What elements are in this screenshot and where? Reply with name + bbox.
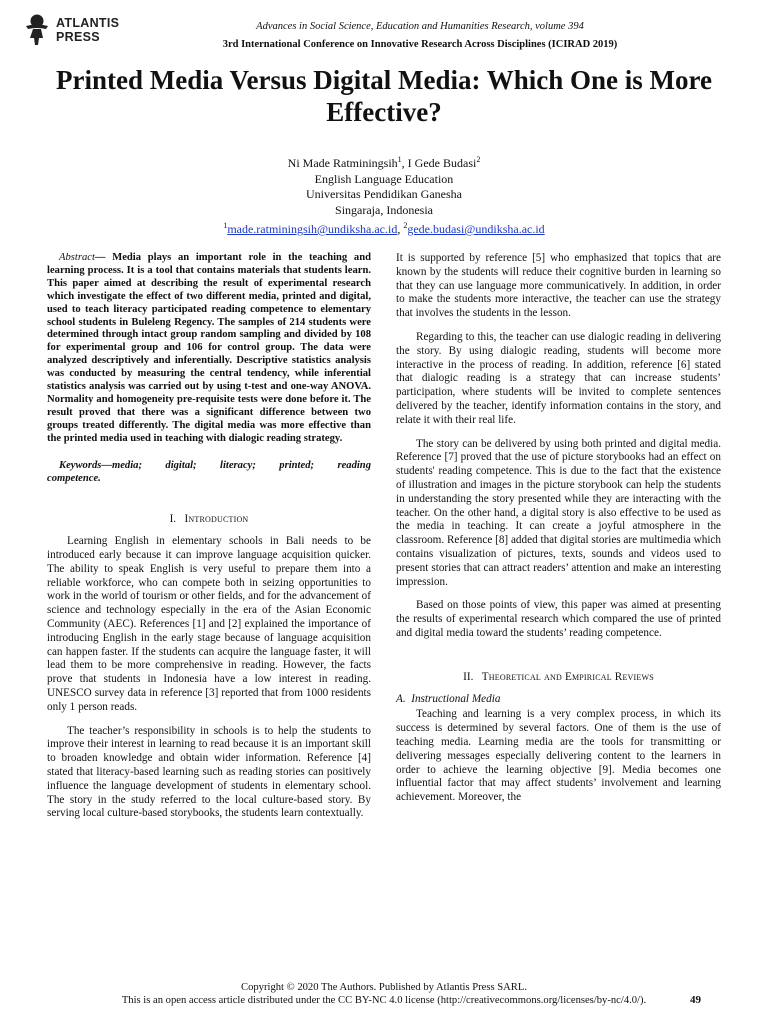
page-footer xyxy=(60,981,708,1007)
left-column xyxy=(47,252,371,831)
author-separator: , xyxy=(401,156,408,170)
abstract-text: Media plays an important role in the teaching and learning process. It is a tool that contains materials that students learn. This paper aimed at describing the result of experimental research which investigate the effect of two different media, printed and digital, used to teach literacy participated reading competence to elementary school students in Buleleng Regency. The samples of 214 students were determined through intact group random sampling and divided by 108 for experimental group and 106 for control group. The data were analyzed descriptively and inferentially. Descriptive statistics analysis was conducted by measuring the central tendency, while inferential statistics analysis was carried out by using t-test and one-way ANOVA. Normality and homogeneity pre-requisite tests were done before it. The result proved that there was a significant difference between two groups treated differently. The digital media was more effective than the printed media used in teaching with dialogic reading strategy. xyxy=(47,252,371,444)
publisher-logo xyxy=(22,14,132,48)
page-number: 49 xyxy=(690,994,701,1006)
section-2-numeral: II. xyxy=(463,670,474,683)
right-paragraph-1: It is supported by reference [5] who emphasized that topics that are known by the students will reduce their cognitive burden in learning so that they can use language more communicatively. In addition, in order to make the students more interactive, the teacher can use the strategy that involves the students in the lesson. xyxy=(396,252,721,320)
intro-paragraph-2: The teacher’s responsibility in schools is to help the students to improve their interest in learning to read because it is an important skill to broaden knowledge and obtain wider information. Reference [4] stated that literacy-based learning such as reading stories can positively influence the language development of students in elementary school. The story in the study referred to the local culture-based story. By serving local culture-based storybooks, the students learn contextually. xyxy=(47,724,371,820)
publisher-name-line2: PRESS xyxy=(56,30,100,44)
abstract xyxy=(47,252,371,446)
abstract-label: Abstract xyxy=(59,252,95,263)
section-heading-introduction xyxy=(47,513,371,527)
keywords-text: media; digital; literacy; printed; reading competence. xyxy=(47,459,371,484)
author-1: Ni Made Ratminingsih xyxy=(287,156,398,170)
journal-header: Advances in Social Science, Education and Humanities Research, volume 394 xyxy=(256,21,584,32)
affiliation-university: Universitas Pendidikan Ganesha xyxy=(306,187,462,201)
subsection-heading xyxy=(396,693,721,707)
affiliation-department: English Language Education xyxy=(314,171,454,186)
footer-license: This is an open access article distributed under the CC BY-NC 4.0 license (http://creativecommons.org/licenses/by-nc/4.0/). xyxy=(121,995,647,1006)
section-heading-reviews xyxy=(396,671,721,685)
section-1-numeral: I. xyxy=(169,513,177,526)
email-separator: , xyxy=(397,222,404,236)
right-column xyxy=(396,252,721,815)
right-paragraph-3: The story can be delivered by using both printed and digital media. Reference [7] proved that the use of picture storybooks had an effect on students' reading competence. This is due to the fact that the existence of illustration and images in the picture storybook can help the students in understanding the story presented while they are interacting with the teacher. On the other hand, a digital story is also effective to be used as the media in teaching. It can create a joyful atmosphere in the classroom. Reference [8] added that digital stories are multimedia which contains visualization of pictures, texts, sounds and videos used to present stories that can attract readers’ attention and make an interesting impression. xyxy=(396,437,721,588)
paper-title: Printed Media Versus Digital Media: Which One is More Effective? xyxy=(56,65,712,127)
author-emails xyxy=(150,218,618,238)
keywords-label: Keywords xyxy=(59,459,102,471)
email-1-sup: 1 xyxy=(223,221,228,230)
email-2-sup: 2 xyxy=(403,221,408,230)
reviews-paragraph-1: Teaching and learning is a very complex process, in which its success is determined by several factors. One of them is the use of teaching media. Learning media are the tools for transmitting or delivering messages especially delivering content to the learners in order to achieve the learning objective [9]. Media becomes one influential factor that may affect students’ involvement and learning achievement. Moreover, the xyxy=(396,708,721,804)
atlas-figure-icon xyxy=(22,14,52,46)
email-link-2[interactable]: gede.budasi@undiksha.ac.id xyxy=(407,222,545,236)
right-paragraph-2: Regarding to this, the teacher can use dialogic reading in delivering the story. By using dialogic reading, students will become more interactive in the process of reading. In addition, reference [6] stated that dialogic reading is a strategy that can increase students’ participation, where students will be invited to complete sentences delivered by the teacher, identify information contains in the story, and relate it with their real life. xyxy=(396,330,721,426)
subsection-label: A. xyxy=(396,692,406,705)
keywords-dash: — xyxy=(101,459,112,471)
author-names xyxy=(150,152,618,172)
author-2: I Gede Budasi xyxy=(407,156,477,170)
section-2-title: Theoretical and Empirical Reviews xyxy=(481,670,654,683)
affiliation-location: Singaraja, Indonesia xyxy=(335,202,433,217)
section-1-title: Introduction xyxy=(184,513,249,526)
keywords xyxy=(47,460,371,486)
author-block xyxy=(150,152,618,238)
right-paragraph-4: Based on those points of view, this paper was aimed at presenting the results of experimental research which compared the use of printed and digital media toward the students’ reading competence. xyxy=(396,599,721,639)
author-2-sup: 2 xyxy=(476,155,481,164)
email-link-1[interactable]: made.ratminingsih@undiksha.ac.id xyxy=(227,222,398,236)
author-1-sup: 1 xyxy=(397,155,402,164)
abstract-dash: — xyxy=(94,252,113,263)
intro-paragraph-1: Learning English in elementary schools in Bali needs to be introduced early because it can improve language acquisition quicker. The ability to speak English is very useful to prepare them into a reliable workforce, who can compete both in seizing opportunities to work in the world of tourism or other fields, and for the advancement of science and technology especially in the era of the Asian Economic Community (AEC). References [1] and [2] explained the importance of introducing English in the early stage because of language acquisition can happen faster. If the students can acquire the language faster, it will lead them to be more comprehensive in reading. However, the facts prove that students in Indonesia have a low interest in reading. UNESCO survey data in reference [3] reported that from 1000 residents only 1 person reads. xyxy=(47,535,371,713)
publisher-name xyxy=(56,16,119,44)
conference-header: 3rd International Conference on Innovative Research Across Disciplines (ICIRAD 2019) xyxy=(222,39,618,50)
publisher-name-line1: ATLANTIS xyxy=(56,16,120,30)
subsection-title: Instructional Media xyxy=(411,692,501,705)
footer-copyright: Copyright © 2020 The Authors. Published by Atlantis Press SARL. xyxy=(241,982,527,993)
